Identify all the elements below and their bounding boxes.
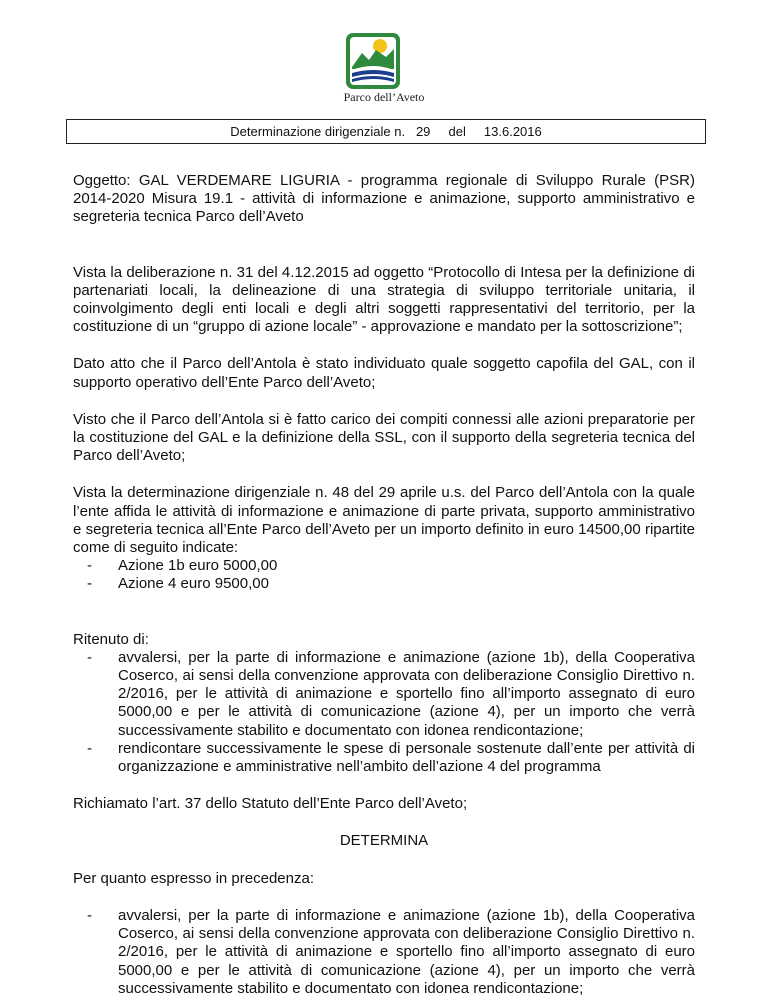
oggetto-paragraph: Oggetto: GAL VERDEMARE LIGURIA - programma regionale di Sviluppo Rurale (PSR) 2014-2020 Misura 19.1 - attività di informazione e animazione, supporto amministrativo e segreteria tecnica Parco dell’Aveto: [73, 172, 695, 226]
azioni-list: [73, 557, 695, 593]
paragraph-vista-determinazione: Vista la determinazione dirigenziale n. 48 del 29 aprile u.s. del Parco dell’Antola con la quale l’ente affida le attività di informazione e animazione di parte privata, supporto amministrativo e segreteria tecnica all’Ente Parco dell’Aveto per un importo definito in euro 14500,00 ripartite come di seguito indicate:: [73, 484, 695, 557]
ritenuto-list: [73, 649, 695, 776]
determinazione-box: [66, 119, 706, 144]
paragraph-vista-deliberazione: Vista la deliberazione n. 31 del 4.12.2015 ad oggetto “Protocollo di Intesa per la definizione di partenariati locali, la delineazione di una strategia di sviluppo territoriale unitaria, il coinvolgimento degli enti locali e degli altri soggetti rappresentativi del territorio, per la costituzione di un “gruppo di azione locale” - approvazione e mandato per la sottoscrizione”;: [73, 263, 695, 336]
paragraph-per-quanto: Per quanto espresso in precedenza:: [73, 869, 314, 887]
determinazione-label: Determinazione dirigenziale n.: [230, 124, 406, 139]
document-body: [73, 172, 695, 998]
determinazione-del: del: [448, 124, 466, 139]
determina-heading: DETERMINA: [339, 832, 429, 850]
determinazione-date: 13.6.2016: [483, 124, 542, 139]
paragraph-ritenuto: Ritenuto di:: [73, 630, 149, 648]
determina-list: [73, 907, 695, 998]
paragraph-visto-che: Visto che il Parco dell’Antola si è fatto carico dei compiti connessi alle azioni preparatorie per la costituzione del GAL e la definizione della SSL, con il supporto della segreteria tecnica del Parco dell’Aveto;: [73, 410, 695, 465]
logo-caption: Parco dell’Aveto: [343, 90, 425, 104]
list-item: - avvalersi, per la parte di informazione e animazione (azione 1b), della Cooperativa Coserco, ai sensi della convenzione approvata con deliberazione Consiglio Direttivo n. 2/2016, per le attività di animazione e sportello fino all’importo assegnato di euro 5000,00 e per le attività di comunicazione (azione 4), per un importo che verrà successivamente stabilito e documentato con idonea rendicontazione;: [87, 648, 695, 739]
paragraph-richiamato: Richiamato l’art. 37 dello Statuto dell’Ente Parco dell’Aveto;: [73, 795, 468, 813]
determinazione-number: 29: [415, 124, 431, 139]
list-item: - rendicontare successivamente le spese di personale sostenute dall’ente per attività di organizzazione e amministrative nell’ambito dell’azione 4 del programma: [87, 739, 695, 776]
parco-aveto-logo: [346, 33, 400, 89]
list-item: - Azione 1b euro 5000,00: [87, 557, 278, 575]
paragraph-dato-atto: Dato atto che il Parco dell’Antola è stato individuato quale soggetto capofila del GAL, con il supporto operativo dell’Ente Parco dell’Aveto;: [73, 355, 695, 391]
list-item: - Azione 4 euro 9500,00: [87, 575, 269, 593]
list-item: - avvalersi, per la parte di informazione e animazione (azione 1b), della Cooperativa Coserco, ai sensi della convenzione approvata con deliberazione Consiglio Direttivo n. 2/2016, per le attività di animazione e sportello fino all’importo assegnato di euro 5000,00 e per le attività di comunicazione (azione 4), per un importo che verrà successivamente stabilito e documentato con idonea rendicontazione;: [87, 906, 695, 997]
